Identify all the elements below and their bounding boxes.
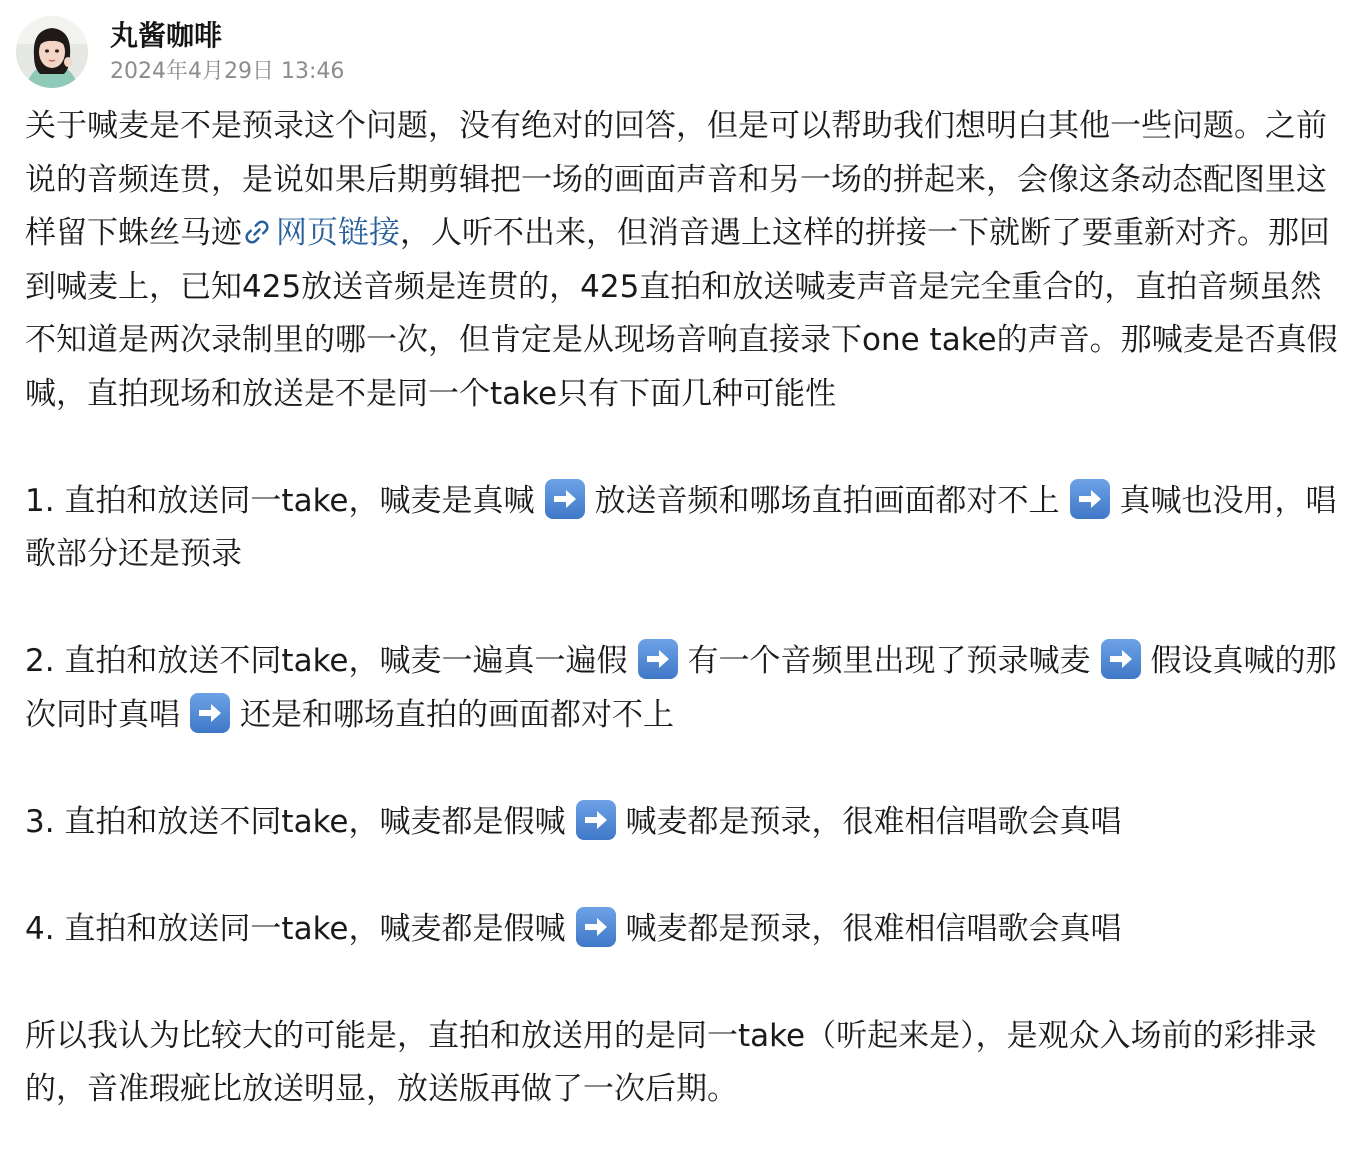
paragraph-text: 关于喊麦是不是预录这个问题，没有绝对的回答，但是可以帮助我们想明白其他一些问题。之前说的音频连贯，是说如果后期剪辑把一场的画面声音和另一场的拼起来，会像这条动态配图里这样留下蛛丝马迹 — [25, 108, 1327, 251]
post-header — [16, 14, 344, 90]
right-arrow-icon — [576, 800, 616, 840]
web-link-label[interactable]: 网页链接 — [276, 215, 400, 251]
right-arrow-icon — [1070, 479, 1110, 519]
list-item-4 — [25, 903, 1350, 957]
list-item-text: 真喊也没用，唱歌部分还是预录 — [25, 482, 1337, 572]
paragraph-spacer — [25, 582, 1350, 636]
post-body — [25, 100, 1350, 1117]
paragraph-spacer — [25, 849, 1350, 903]
avatar[interactable] — [16, 16, 88, 88]
list-item-text: 放送音频和哪场直拍画面都对不上 — [594, 482, 1060, 519]
right-arrow-icon — [638, 639, 678, 679]
post-timestamp: 2024年4月29日 13:46 — [110, 59, 345, 84]
right-arrow-icon — [576, 907, 616, 947]
list-item-text: 还是和哪场直拍的画面都对不上 — [240, 696, 674, 733]
list-item-text: 有一个音频里出现了预录喊麦 — [687, 643, 1091, 679]
right-arrow-icon — [545, 479, 585, 519]
list-item-text: 喊麦都是预录，很难相信唱歌会真唱 — [625, 910, 1122, 947]
list-item-3 — [25, 796, 1350, 850]
author-name[interactable]: 丸酱咖啡 — [110, 19, 223, 52]
paragraph-spacer — [25, 742, 1350, 796]
list-item-text: 3. 直拍和放送不同take，喊麦都是假喊 — [25, 803, 566, 840]
paragraph-spacer — [25, 421, 1350, 475]
list-item-text: 喊麦都是预录，很难相信唱歌会真唱 — [625, 803, 1122, 840]
right-arrow-icon — [1101, 639, 1141, 679]
list-item-2 — [25, 635, 1350, 742]
paragraph-spacer — [25, 956, 1350, 1010]
link-icon — [242, 217, 272, 247]
conclusion-paragraph: 所以我认为比较大的可能是，直拍和放送用的是同一take（听起来是），是观众入场前的彩排录的，音准瑕疵比放送明显，放送版再做了一次后期。 — [25, 1017, 1317, 1107]
list-item-text: 1. 直拍和放送同一take，喊麦是真喊 — [25, 482, 535, 519]
list-item-text: 假设真喊的那次同时真唱 — [25, 643, 1337, 733]
list-item-text: 2. 直拍和放送不同take，喊麦一遍真一遍假 — [25, 643, 628, 679]
avatar-photo — [16, 16, 88, 88]
list-item-text: 4. 直拍和放送同一take，喊麦都是假喊 — [25, 910, 566, 947]
web-link[interactable] — [242, 215, 400, 251]
post-paragraph — [25, 100, 1350, 421]
list-item-1 — [25, 475, 1350, 582]
right-arrow-icon — [190, 693, 230, 733]
paragraph-text: ，人听不出来，但消音遇上这样的拼接一下就断了要重新对齐。那回到喊麦上，已知425放送音频是连贯的，425直拍和放送喊麦声音是完全重合的，直拍音频虽然不知道是两次录制里的哪一次，但肯定是从现场音响直接录下one take的声音。那喊麦是否真假喊，直拍现场和放送是不是同一个take只有下面几种可能性 — [25, 215, 1338, 412]
